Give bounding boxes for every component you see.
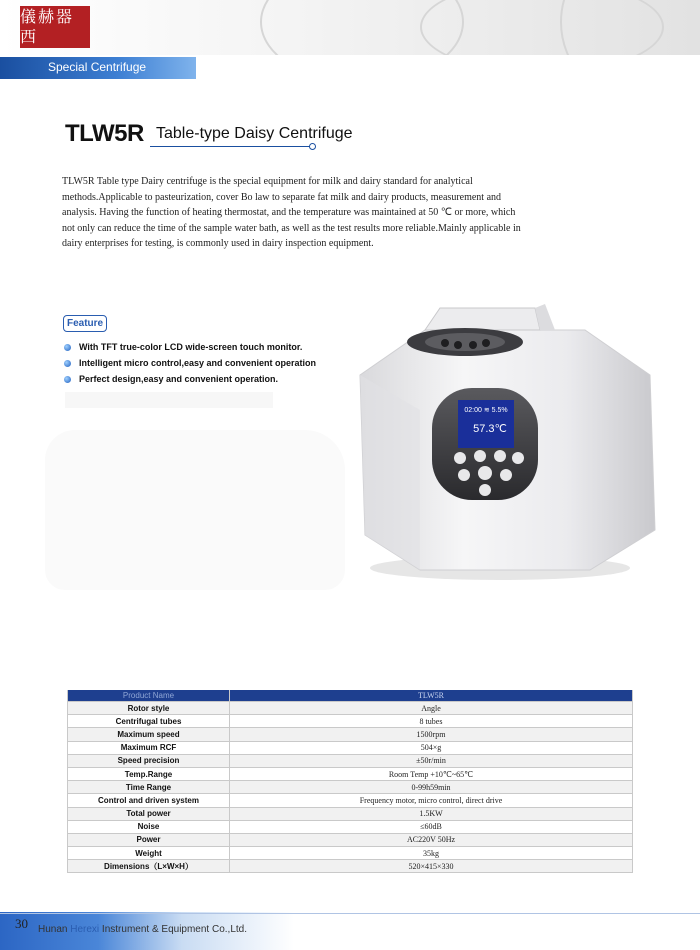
company-prefix: Hunan: [38, 924, 71, 935]
section-label: Special Centrifuge: [48, 60, 147, 74]
spec-row: [68, 794, 633, 807]
centrifuge-product-image: [340, 300, 670, 590]
spec-value: 520×415×330: [230, 860, 633, 873]
background-fade: [45, 430, 345, 590]
spec-header-value: TLW5R: [230, 690, 633, 702]
spec-label: Time Range: [68, 781, 230, 794]
spec-label: Noise: [68, 820, 230, 833]
bullet-icon: [64, 360, 71, 367]
title-underline: [150, 146, 312, 147]
spec-label: Temp.Range: [68, 767, 230, 780]
spec-value: 1500rpm: [230, 728, 633, 741]
spec-row: [68, 741, 633, 754]
product-title: Table-type Daisy Centrifuge: [156, 125, 353, 142]
spec-row: [68, 820, 633, 833]
feature-text: Intelligent micro control,easy and convenient operation: [79, 358, 317, 368]
spec-value: AC220V 50Hz: [230, 833, 633, 846]
spec-value: 1.5KW: [230, 807, 633, 820]
spec-value: ±50r/min: [230, 754, 633, 767]
spec-value: Frequency motor, micro control, direct drive: [230, 794, 633, 807]
company-highlight: Herexi: [70, 924, 100, 935]
spec-row: [68, 860, 633, 873]
company-logo: [20, 6, 90, 48]
header-band: [0, 0, 700, 55]
spec-value: Angle: [230, 702, 633, 715]
spec-value: 8 tubes: [230, 715, 633, 728]
spec-row: [68, 767, 633, 780]
device-screen-top: 02:00 ≋ 5.5%: [464, 407, 508, 414]
spec-row: [68, 781, 633, 794]
spec-label: Maximum RCF: [68, 741, 230, 754]
background-fade: [65, 392, 273, 408]
company-name: [38, 924, 247, 935]
section-tab: [0, 57, 196, 79]
spec-row: [68, 847, 633, 860]
feature-list: [64, 340, 316, 388]
footer-rule: [0, 913, 700, 914]
spec-table: [67, 690, 633, 873]
spec-value: Room Temp +10℃~65℃: [230, 767, 633, 780]
spec-row: [68, 715, 633, 728]
logo-text: 儀赫器西: [20, 7, 75, 46]
spec-value: 504×g: [230, 741, 633, 754]
spec-label: Weight: [68, 847, 230, 860]
feature-item: [64, 340, 316, 356]
spec-value: 35kg: [230, 847, 633, 860]
title-underline-dot: [309, 143, 316, 150]
spec-label: Rotor style: [68, 702, 230, 715]
product-model: TLW5R: [65, 120, 144, 147]
device-screen-temperature: 57.3℃: [473, 423, 507, 435]
spec-row: [68, 807, 633, 820]
page-number: 30: [15, 916, 28, 931]
spec-label: Total power: [68, 807, 230, 820]
feature-item: [64, 356, 316, 372]
bullet-icon: [64, 376, 71, 383]
spec-header-label: Product Name: [68, 690, 230, 702]
feature-item: [64, 372, 316, 388]
spec-row: [68, 833, 633, 846]
spec-row: [68, 754, 633, 767]
spec-row: [68, 728, 633, 741]
spec-label: Centrifugal tubes: [68, 715, 230, 728]
spec-value: 0-99h59min: [230, 781, 633, 794]
spec-value: ≤60dB: [230, 820, 633, 833]
spec-label: Maximum speed: [68, 728, 230, 741]
company-suffix: Instrument & Equipment Co.,Ltd.: [99, 924, 248, 935]
spec-label: Power: [68, 833, 230, 846]
bullet-icon: [64, 344, 71, 351]
spec-label: Speed precision: [68, 754, 230, 767]
decorative-swirl: [560, 0, 700, 55]
feature-text: With TFT true-color LCD wide-screen touch monitor.: [79, 342, 303, 352]
feature-heading: Feature: [63, 315, 107, 332]
product-description: TLW5R Table type Dairy centrifuge is the special equipment for milk and dairy standard for analytical methods.Applicable to pasteurization, cover Bo law to separate fat milk and dairy products, measurement and analysis. Having the function of heating thermostat, and the temperature was maintained at 50 ℃ or more, which not only can reduce the time of the sample water bath, as well as the test results more reliable.Mainly applicable in dairy enterprises for testing, is commonly used in dairy inspection equipment.: [62, 176, 521, 250]
spec-header-row: [68, 690, 633, 702]
feature-text: Perfect design,easy and convenient operation.: [79, 374, 279, 384]
spec-row: [68, 702, 633, 715]
spec-label: Control and driven system: [68, 794, 230, 807]
spec-label: Dimensions（L×W×H）: [68, 860, 230, 873]
